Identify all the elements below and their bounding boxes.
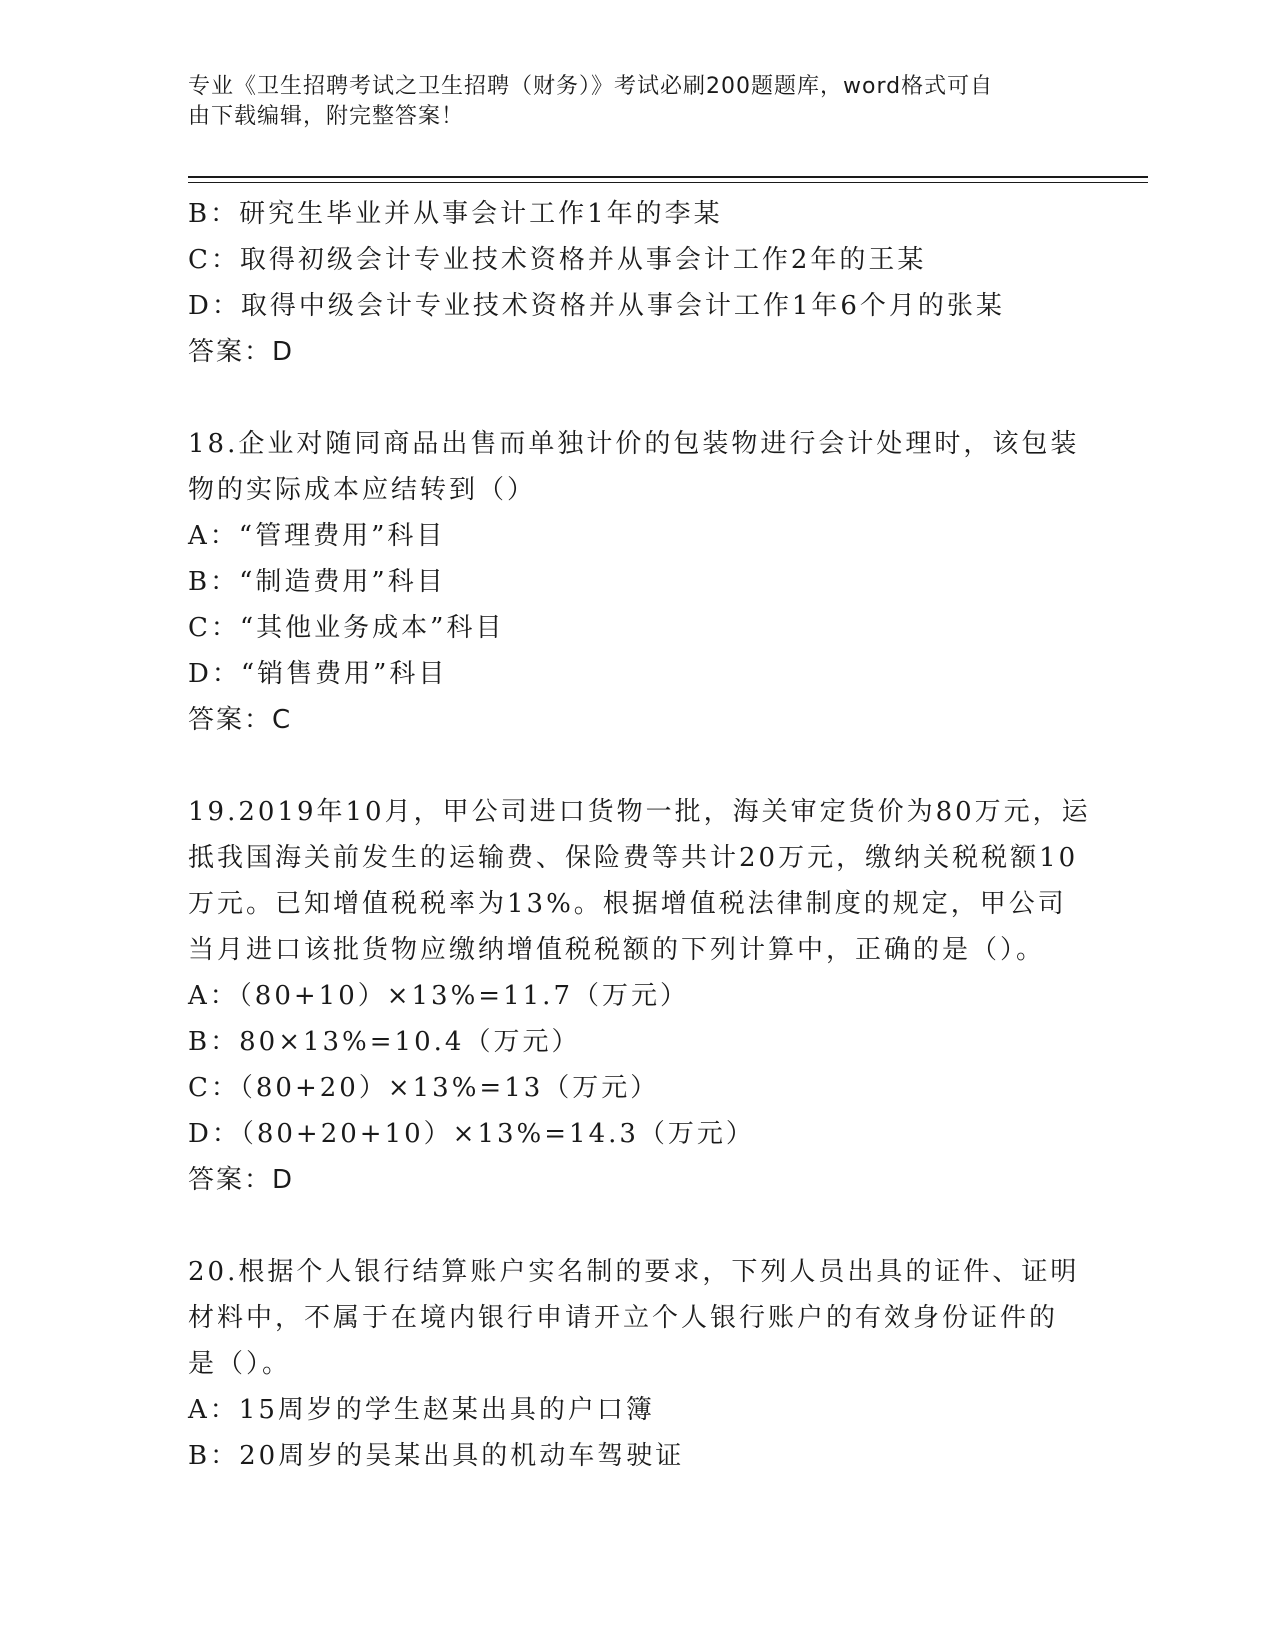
question-stem-line: 抵我国海关前发生的运输费、保险费等共计20万元，缴纳关税税额10 bbox=[188, 843, 1079, 873]
document-header bbox=[188, 72, 1088, 132]
question-17 bbox=[188, 191, 1088, 375]
option-d: D：“销售费用”科目 bbox=[188, 659, 448, 689]
option-c: C：（80+20）×13%=13（万元） bbox=[188, 1073, 660, 1103]
option-a: A：（80+10）×13%=11.7（万元） bbox=[188, 981, 689, 1011]
option-b: B：“制造费用”科目 bbox=[188, 567, 446, 597]
header-divider-thin bbox=[188, 182, 1148, 183]
option-c: C：“其他业务成本”科目 bbox=[188, 613, 505, 643]
question-content bbox=[188, 191, 1091, 1479]
answer-label: 答案：D bbox=[188, 1165, 295, 1195]
option-b: B：20周岁的吴某出具的机动车驾驶证 bbox=[188, 1441, 685, 1471]
question-stem-line: 当月进口该批货物应缴纳增值税税额的下列计算中，正确的是（）。 bbox=[188, 935, 1046, 965]
option-d: D：（80+20+10）×13%=14.3（万元） bbox=[188, 1119, 755, 1149]
question-stem-line: 18.企业对随同商品出售而单独计价的包装物进行会计处理时，该包装 bbox=[188, 429, 1080, 459]
header-divider-thick bbox=[188, 176, 1148, 178]
option-a: A：15周岁的学生赵某出具的户口簿 bbox=[188, 1395, 655, 1425]
question-19 bbox=[188, 789, 1091, 1203]
header-line-1: 专业《卫生招聘考试之卫生招聘（财务）》考试必刷200题题库，word格式可自 bbox=[188, 74, 994, 99]
question-stem-line: 是（）。 bbox=[188, 1349, 292, 1379]
answer-label: 答案：C bbox=[188, 705, 293, 735]
question-20 bbox=[188, 1249, 1088, 1479]
answer-label: 答案：D bbox=[188, 337, 295, 367]
question-stem-line: 万元。已知增值税税率为13%。根据增值税法律制度的规定，甲公司 bbox=[188, 889, 1067, 919]
question-stem-line: 20.根据个人银行结算账户实名制的要求，下列人员出具的证件、证明 bbox=[188, 1257, 1080, 1287]
spacer bbox=[188, 375, 1088, 421]
option-b: B：80×13%=10.4（万元） bbox=[188, 1027, 581, 1057]
option-a: A：“管理费用”科目 bbox=[188, 521, 446, 551]
question-stem-line: 材料中，不属于在境内银行申请开立个人银行账户的有效身份证件的 bbox=[188, 1303, 1059, 1333]
option-d: D：取得中级会计专业技术资格并从事会计工作1年6个月的张某 bbox=[188, 291, 1005, 321]
question-stem-line: 19.2019年10月，甲公司进口货物一批，海关审定货价为80万元，运 bbox=[188, 797, 1091, 827]
spacer bbox=[188, 1203, 1088, 1249]
option-b: B：研究生毕业并从事会计工作1年的李某 bbox=[188, 199, 723, 229]
option-c: C：取得初级会计专业技术资格并从事会计工作2年的王某 bbox=[188, 245, 927, 275]
spacer bbox=[188, 743, 1088, 789]
question-stem-line: 物的实际成本应结转到（） bbox=[188, 475, 537, 505]
question-18 bbox=[188, 421, 1088, 743]
header-line-2: 由下载编辑，附完整答案！ bbox=[188, 104, 465, 129]
